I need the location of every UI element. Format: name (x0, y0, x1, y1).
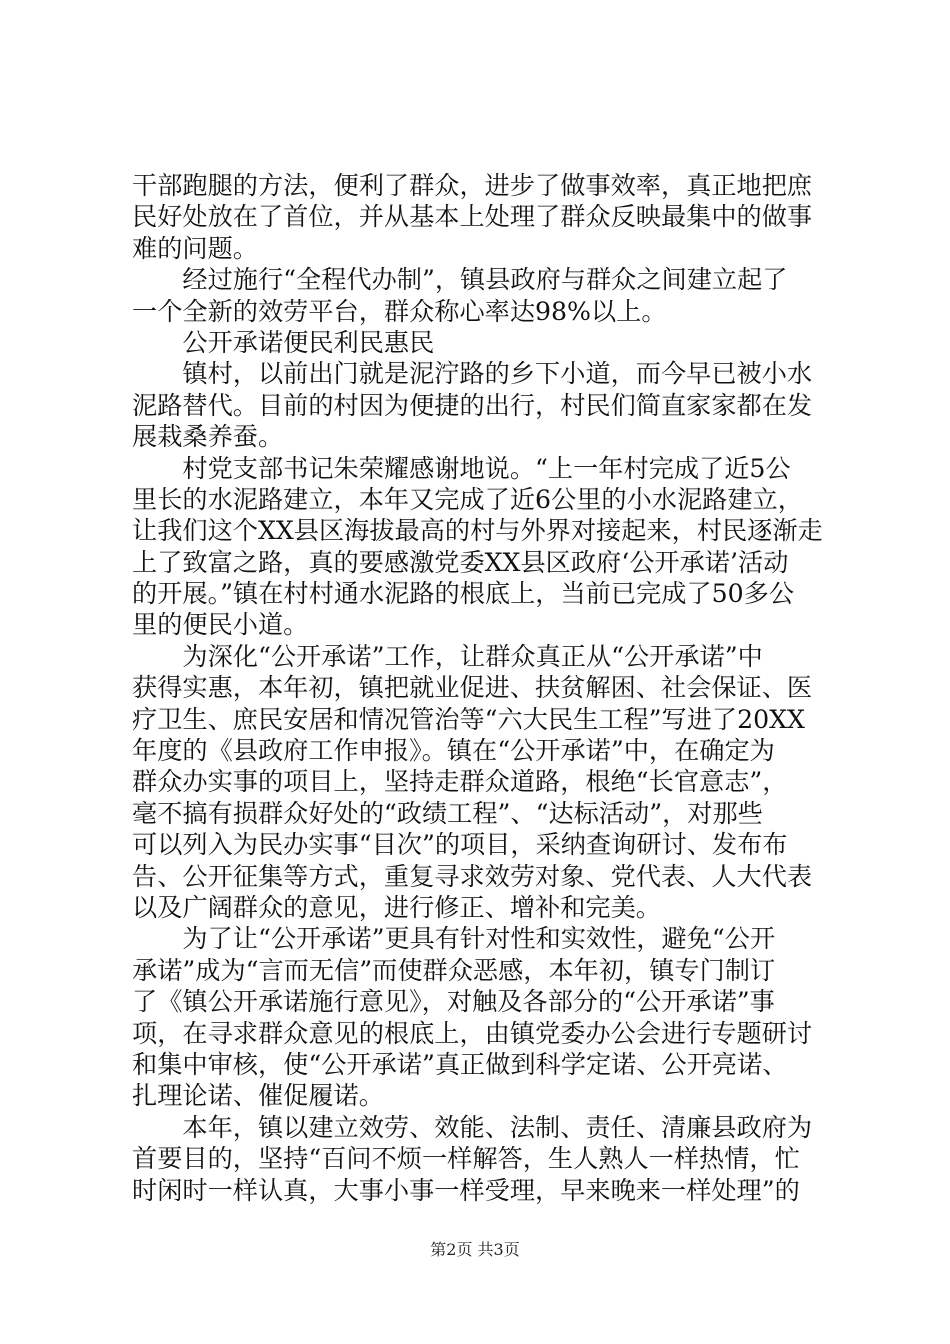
text-line: 民好处放在了首位，并从基本上处理了群众反映最集中的做事 (132, 202, 813, 232)
text-line: 村党支部书记朱荣耀感谢地说。“上一年村完成了近5公 (132, 453, 791, 483)
text-line: 泥路替代。目前的村因为便捷的出行，村民们简直家家都在发 (132, 390, 813, 420)
text-line: 首要目的，坚持“百问不烦一样解答，生人熟人一样热情，忙 (132, 1144, 800, 1174)
text-line: 经过施行“全程代办制”，镇县政府与群众之间建立起了 (132, 265, 788, 295)
text-line: 的开展。”镇在村村通水泥路的根底上，当前已完成了50多公 (132, 579, 795, 609)
text-line: 镇村，以前出门就是泥泞路的乡下小道，而今早已被小水 (132, 359, 813, 389)
text-line: 和集中审核，使“公开承诺”真正做到科学定诺、公开亮诺、 (132, 1049, 788, 1079)
page-number-footer: 第2页 共3页 (430, 1240, 520, 1259)
text-line: 项，在寻求群众意见的根底上，由镇党委办公会进行专题研讨 (132, 1018, 813, 1048)
text-line: 干部跑腿的方法，便利了群众，进步了做事效率，真正地把庶 (132, 171, 813, 200)
text-line: 年度的《县政府工作申报》。镇在“公开承诺”中，在确定为 (132, 736, 775, 766)
text-line: 可以列入为民办实事“目次”的项目，采纳查询研讨、发布布 (132, 830, 788, 860)
text-line: 以及广阔群众的意见，进行修正、增补和完美。 (132, 892, 661, 922)
text-line: 里长的水泥路建立，本年又完成了近6公里的小水泥路建立， (132, 484, 803, 514)
text-line: 难的问题。 (132, 233, 258, 263)
document-body (132, 170, 832, 1206)
text-line: 扎理论诺、催促履诺。 (132, 1081, 384, 1111)
text-line: 疗卫生、庶民安居和情况管治等“六大民生工程”写进了20XX (132, 704, 805, 734)
text-line: 为了让“公开承诺”更具有针对性和实效性，避免“公开 (132, 924, 776, 954)
text-line: 本年，镇以建立效劳、效能、法制、责任、清廉县政府为 (132, 1112, 813, 1142)
text-line: 一个全新的效劳平台，群众称心率达98%以上。 (132, 296, 667, 326)
text-line: 里的便民小道。 (132, 610, 309, 640)
text-line: 让我们这个XX县区海拔最高的村与外界对接起来，村民逐渐走 (132, 516, 823, 546)
text-line: 承诺”成为“言而无信”而使群众恶感，本年初，镇专门制订 (132, 955, 776, 985)
text-line: 毫不搞有损群众好处的“政绩工程”、“达标活动”，对那些 (132, 798, 763, 828)
text-line: 公开承诺便民利民惠民 (132, 327, 435, 357)
text-line: 展栽桑养蚕。 (132, 422, 284, 452)
text-line: 群众办实事的项目上，坚持走群众道路，根绝“长官意志”， (132, 767, 788, 797)
text-line: 上了致富之路，真的要感激党委XX县区政府‘公开承诺’活动 (132, 547, 789, 577)
text-line: 告、公开征集等方式，重复寻求效劳对象、党代表、人大代表 (132, 861, 813, 891)
text-line: 获得实惠，本年初，镇把就业促进、扶贫解困、社会保证、医 (132, 673, 813, 703)
text-line: 了《镇公开承诺施行意见》，对触及各部分的“公开承诺”事 (132, 987, 775, 1017)
text-line: 为深化“公开承诺”工作，让群众真正从“公开承诺”中 (132, 641, 763, 671)
text-line: 时闲时一样认真，大事小事一样受理，早来晚来一样处理”的 (132, 1175, 800, 1205)
